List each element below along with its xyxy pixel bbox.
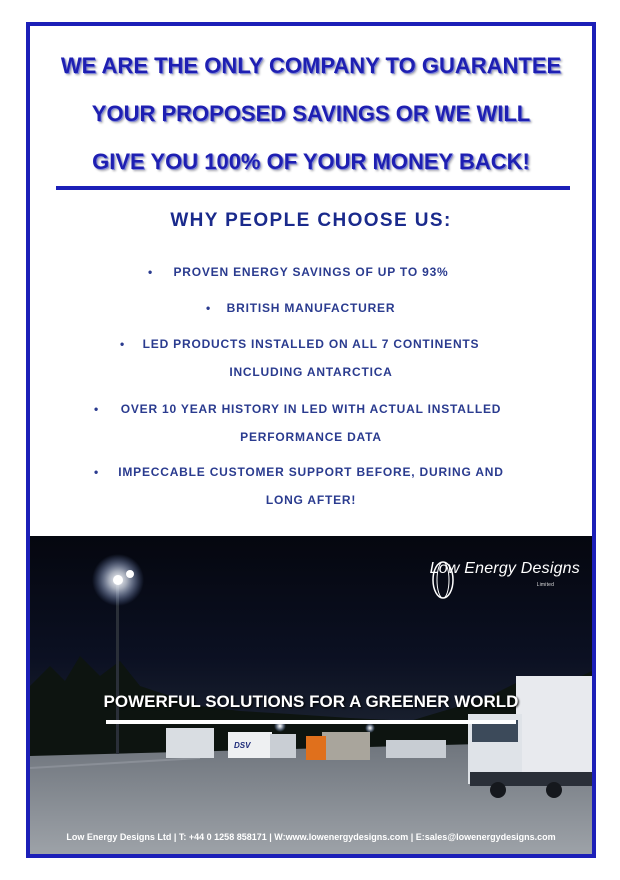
- truck-trailer: [322, 732, 370, 760]
- logo-limited: Limited: [536, 582, 555, 588]
- truck-wheel: [490, 782, 506, 798]
- bullet-glyph: •: [120, 337, 126, 351]
- logo-text-right: Designs: [520, 560, 580, 577]
- page-frame: [26, 22, 596, 858]
- tagline-underline: [106, 720, 516, 724]
- orange-truck-cab: [306, 736, 326, 760]
- truck-bumper: [470, 772, 592, 786]
- logo-text-left: Low Energy: [429, 560, 517, 577]
- bullet-item-support: [30, 458, 592, 514]
- truck-trailer: [166, 728, 214, 758]
- headline-line-3: GIVE YOU 100% OF YOUR MONEY BACK!: [92, 149, 530, 174]
- bullet-text: BRITISH MANUFACTURER: [226, 301, 396, 315]
- bullet-text-continued: LONG AFTER!: [265, 493, 357, 507]
- contact-footer: Low Energy Designs Ltd | T: +44 0 1258 858171 | W:www.lowenergydesigns.com | E:sales@lowenergydesigns.com: [66, 832, 556, 842]
- bullet-glyph: •: [206, 301, 212, 315]
- headline-line-1: WE ARE THE ONLY COMPANY TO GUARANTEE: [60, 53, 562, 78]
- truck-wheel: [546, 782, 562, 798]
- bullet-glyph: •: [148, 265, 154, 279]
- bullet-glyph: •: [94, 402, 100, 416]
- headline-divider: [56, 186, 570, 190]
- truck-cab: [270, 734, 296, 758]
- bullet-text-continued: PERFORMANCE DATA: [240, 430, 382, 444]
- bullet-text-continued: INCLUDING ANTARCTICA: [229, 365, 393, 379]
- night-depot-photo: [30, 536, 592, 854]
- light-pole: [116, 584, 119, 754]
- bullet-text: LED PRODUCTS INSTALLED ON ALL 7 CONTINENTS: [142, 337, 480, 351]
- bullet-text: IMPECCABLE CUSTOMER SUPPORT BEFORE, DURING AND: [118, 465, 504, 479]
- truck-logo: DSV: [234, 741, 251, 750]
- headline: [30, 42, 592, 186]
- bullet-item-savings: [30, 258, 592, 286]
- bullet-text: PROVEN ENERGY SAVINGS OF UP TO 93%: [173, 265, 449, 279]
- floodlight-lamp: [126, 570, 134, 578]
- bullet-item-history: [30, 395, 592, 451]
- why-heading: WHY PEOPLE CHOOSE US:: [170, 210, 452, 231]
- bullet-item-continents: [30, 330, 592, 386]
- floodlight-lamp: [113, 575, 123, 585]
- truck-row: [386, 740, 446, 758]
- white-truck-body: [516, 676, 592, 772]
- distant-light: [365, 723, 375, 733]
- tagline: POWERFUL SOLUTIONS FOR A GREENER WORLD: [103, 692, 519, 711]
- bullet-item-manufacturer: [30, 294, 592, 322]
- headline-line-2: YOUR PROPOSED SAVINGS OR WE WILL: [91, 101, 531, 126]
- company-logo: [429, 560, 580, 588]
- logo-ring-icon: [431, 560, 455, 600]
- bullet-text: OVER 10 YEAR HISTORY IN LED WITH ACTUAL INSTALLED: [120, 402, 502, 416]
- bullet-glyph: •: [94, 465, 100, 479]
